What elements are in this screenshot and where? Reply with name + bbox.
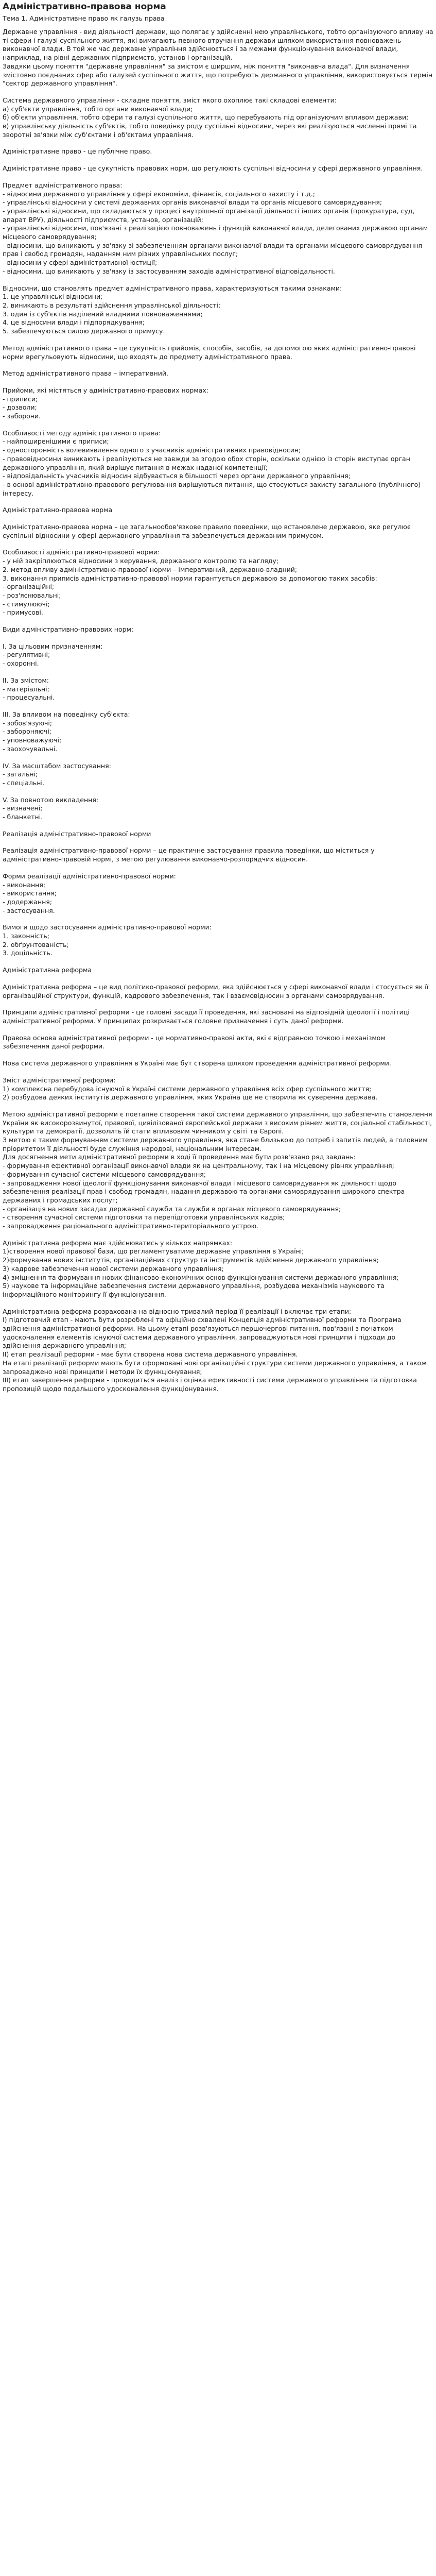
paragraph-spacer <box>3 1000 433 1008</box>
paragraph: Метою адміністративної реформи є поетапне створення такої системи державного управління, що забезпечить становлення України як високорозвинутої, правової, цивілізованої європейської держави з високим рівнем життя, соціальної стабільності, культури та демократії, дозволить їй стати впливовим чинником у світі та Європі. З метою є таким формуванням системи державного управління, яка стане близькою до потреб і запитів людей, а головним пріоритетом її діяльності буде служіння народові, національним інтересам. Для досягнення мети адміністративної реформи в ході її проведення має бути розв'язано ряд завдань: - формування ефективної організації виконавчої влади як на центральному, так і на місцевому рівнях управління; - формування сучасної системи місцевого самоврядування; - запровадження нової ідеології функціонування виконавчої влади і місцевого самоврядування як діяльності щодо забезпечення реалізації прав і свобод громадян, надання державою та органами самоврядування широкого спектра державних і громадських послуг; - організація на нових засадах державної служби та служби в органах місцевого самоврядування; - створення сучасної системи підготовки та перепідготовки управлінських кадрів; - запровадження раціонального адміністративно-територіального устрою. <box>3 1110 432 1230</box>
paragraph: Види адміністративно-правових норм: <box>3 625 134 634</box>
paragraph-spacer <box>3 421 433 429</box>
paragraph-spacer <box>3 975 433 983</box>
paragraph-spacer <box>3 88 433 96</box>
paragraph: IV. За масштабом застосування: - загальні; - спеціальні. <box>3 761 111 787</box>
paragraph: ІІІ. За впливом на поведінку суб'єкта: - зобов'язуючі; - забороняючі; - уповноважуючі; - заохочувальні. <box>3 710 130 753</box>
paragraph: Адміністративне право - це сукупність правових норм, що регулюють суспільні відносини у сфері державного управління. <box>3 164 423 173</box>
paragraph: V. За повнотою викладення: - визначені; - бланкетні. <box>3 795 99 821</box>
paragraph: І. За цільовим призначенням: - регулятивні; - охоронні. <box>3 642 103 668</box>
document-subtitle: Тема 1. Адміністративне право як галузь права <box>3 14 165 22</box>
paragraph-spacer <box>3 156 433 164</box>
paragraph-spacer <box>3 276 433 284</box>
paragraph-spacer <box>3 1051 433 1059</box>
paragraph-spacer <box>3 958 433 966</box>
paragraph: Метод адміністративного права – імперативний. <box>3 369 168 378</box>
paragraph-spacer <box>3 1299 433 1308</box>
paragraph: Нова система державного управління в Україні має бут створена шляхом проведення адміністративної реформи. <box>3 1059 391 1067</box>
paragraph-spacer <box>3 336 433 344</box>
paragraph-spacer <box>3 788 433 796</box>
paragraph: Метод адміністративного права – це сукупність прийомів, способів, засобів, за допомогою яких адміністративно-правові норми врегульовують відносини, що входять до предмету адміністративного права. <box>3 344 418 361</box>
paragraph: Зміст адміністративної реформи: 1) комплексна перебудова існуючої в Україні системи державного управління всіх сфер суспільного життя; 2) розбудова деяких інститутів державного управління, яких Україна ще не створила як суверенна держава. <box>3 1076 378 1101</box>
paragraph-spacer <box>3 702 433 710</box>
paragraph: Форми реалізації адміністративно-правової норми: - виконання; - використання; - додержання; - застосування. <box>3 872 176 914</box>
paragraph: Система державного управління - складне поняття, зміст якого охоплює такі складові елементи: а) суб'єкти управління, тобто органи виконавчої влади; б) об'єкти управління, тобто сфери та галузі суспільного життя, що перебувають під організуючим впливом держави; в) управлінську діяльність суб'єктів, тобто поведінку роду суспільні відносини, через які реалізуються численні прямі та зворотні зв'язки між суб'єктами і об'єктами управління. <box>3 96 417 139</box>
paragraph-spacer <box>3 540 433 548</box>
paragraph: Державне управління - вид діяльності держави, що полягає у здійсненні нею управлінського, тобто організуючого впливу на ті сфери і галузі суспільного життя, які вимагають певного втручання держави шляхом використання повноважень виконавчої влади. В той же час державне управління здійснюється і за межами функціонування виконавчої влади, наприклад, на рівні державних підприємств, установ і організацій. Завдяки цьому поняття "державне управління" за змістом є ширшим, ніж поняття "виконавча влада". Для визначення змістовно поєднаних сфер або галузей суспільного життя, що потребують державного управління, використовується термін "сектор державного управління". <box>3 28 433 88</box>
paragraph-spacer <box>3 822 433 830</box>
paragraph: Особливості адміністративно-правової норми: - у ній закріплюються відносини з керування, державного контролю та нагляду; 2. метод впливу адміністративно-правової норми – імперативний, державно-владний; 3. виконання приписів адміністративно-правової норми гарантується державою за допомогою таких засобів: - організаційні; - роз'яснювальні; - стимулюючі; - примусові. <box>3 548 377 617</box>
paragraph: Реалізація адміністративно-правової норми <box>3 829 151 838</box>
paragraph: Адміністративна реформа розрахована на відносно тривалий період її реалізації і включає три етапи: І) підготовчий етап - мають бути розроблені та офіційно схвалені Концепція адміністративної реформи та Програма здійснення адміністративної реформи. На цьому етапі розв'язуються першочергові питання, пов'язані з початком удосконалення елементів існуючої системи державного управління, запроваджуються нові принципи і підходи до здійснення державного управління; ІІ) етап реалізації реформи - має бути створена нова система державного управління. На етапі реалізації реформи мають бути сформовані нові організаційні структури системи державного управління, а також запроваджено нові принципи і методи їх функціонування; ІІІ) етап завершення реформи - проводиться аналіз і оцінка ефективності системи державного управління та підготовка пропозицій щодо подальшого удосконалення функціонування. <box>3 1307 427 1393</box>
paragraph-spacer <box>3 864 433 872</box>
paragraph-spacer <box>3 1102 433 1110</box>
paragraph: Правова основа адміністративної реформи - це нормативно-правові акти, які є відправною точкою і механізмом забезпечення даної реформи. <box>3 1033 388 1050</box>
paragraph-spacer <box>3 139 433 147</box>
paragraph: Адміністративна реформа <box>3 966 92 974</box>
paragraph-spacer <box>3 515 433 523</box>
paragraph: Прийоми, які містяться у адміністративно-правових нормах: - приписи; - дозволи; - заборони. <box>3 386 209 420</box>
paragraph-spacer <box>3 378 433 386</box>
paragraph-spacer <box>3 1026 433 1034</box>
paragraph-spacer <box>3 498 433 506</box>
document-body <box>3 28 433 1394</box>
paragraph-spacer <box>3 838 433 846</box>
paragraph-spacer <box>3 915 433 923</box>
paragraph: Предмет адміністративного права: - відносини державного управління у сфері економіки, фінансів, соціального захисту і т.д.; - управлінські відносини у системі державних органів виконавчої влади та органів місцевого самоврядування; - управлінські відносини, що складаються у процесі внутрішньої організації діяльності інших органів (прокуратура, суд, апарат ВРУ), діяльності підприємств, установ, організацій; - управлінські відносини, пов'язані з реалізацією повноважень і функцій виконавчої влади, делегованих державою органам місцевого самоврядування; - відносини, що виникають у зв'язку зі забезпеченням органами виконавчої влади та органами місцевого самоврядування прав і свобод громадян, наданням ним різних управлінських послуг; - відносини у сфері адміністративної юстиції; - відносини, що виникають у зв'язку із застосуванням заходів адміністративної відповідальності. <box>3 181 428 275</box>
paragraph-spacer <box>3 754 433 762</box>
document-title: Адміністративно-правова норма <box>3 2 166 12</box>
paragraph: Принципи адміністративної реформи - це головні засади її проведення, які засновані на відповідній ідеології і політиці адміністративної реформи. У принципах розкривається головне призначення і суть даної реформи. <box>3 1008 412 1025</box>
paragraph: Адміністративна реформа – це вид політико-правової реформи, яка здійснюється у сфері виконавчої влади і стосується як її організаційної структури, функцій, кадрового забезпечення, так і взаємовідносин з органами самоврядування. <box>3 982 431 999</box>
paragraph-spacer <box>3 173 433 181</box>
paragraph: Адміністративна реформа має здійснюватись у кількох напрямках: 1)створення нової правової бази, що регламентуватиме державне управління в Україні; 2)формування нових інститутів, організаційних структур та інструментів здійснення державного управління; 3) кадрове забезпечення нової системи державного управління; 4) зміцнення та формування нових фінансово-економічних основ функціонування системи державного управління; 5) наукове та інформаційне забезпечення системи державного управління, розбудова механізмів наукового та інформаційного моніторингу її функціонування. <box>3 1239 399 1298</box>
paragraph: Реалізація адміністративно-правової норми – це практичне застосування правила поведінки, що міститься у адміністративно-правовій нормі, з метою регулювання виконавчо-розпорядчих відносин. <box>3 846 377 863</box>
paragraph-spacer <box>3 634 433 642</box>
paragraph: ІІ. За змістом: - матеріальні; - процесуальні. <box>3 676 55 702</box>
paragraph: Особливості методу адміністративного права: - найпоширенішими є приписи; - односторонність волевиявлення одного з учасників адміністративних правовідносин; - правовідносини виникають і реалізуються не завжди за згодою обох сторін, оскільки однією із сторін виступає орган державного управління, який вирішує питання в межах наданої компетенції; - відповідальність учасників відносин відбувається в більшості через органи державного управління; - в основі адміністративно-правового регулювання вирішуються питання, що стосуються захисту загального (публічного) інтересу. <box>3 429 421 497</box>
paragraph: Відносини, що становлять предмет адміністративного права, характеризуються такими ознаками: 1. це управлінські відносини; 2. виникають в результаті здійснення управлінської діяльності; 3. один із суб'єктів наділений владними повноваженнями; 4. це відносини влади і підпорядкування; 5. забезпечуються силою державного примусу. <box>3 284 342 335</box>
paragraph-spacer <box>3 361 433 369</box>
paragraph-spacer <box>3 1068 433 1076</box>
paragraph-spacer <box>3 617 433 625</box>
paragraph-spacer <box>3 1231 433 1239</box>
paragraph: Вимоги щодо застосування адміністративно-правової норми: 1. законність; 2. обґрунтованість; 3. доцільність. <box>3 923 212 957</box>
paragraph: Адміністративно-правова норма <box>3 506 113 514</box>
paragraph: Адміністративне право - це публічне право. <box>3 147 152 156</box>
paragraph: Адміністративно-правова норма – це загальнообов'язкове правило поведінки, що встановлене державою, яке регулює суспільні відносини у сфері державного управління та забезпечується державним примусом. <box>3 523 413 539</box>
paragraph-spacer <box>3 668 433 676</box>
